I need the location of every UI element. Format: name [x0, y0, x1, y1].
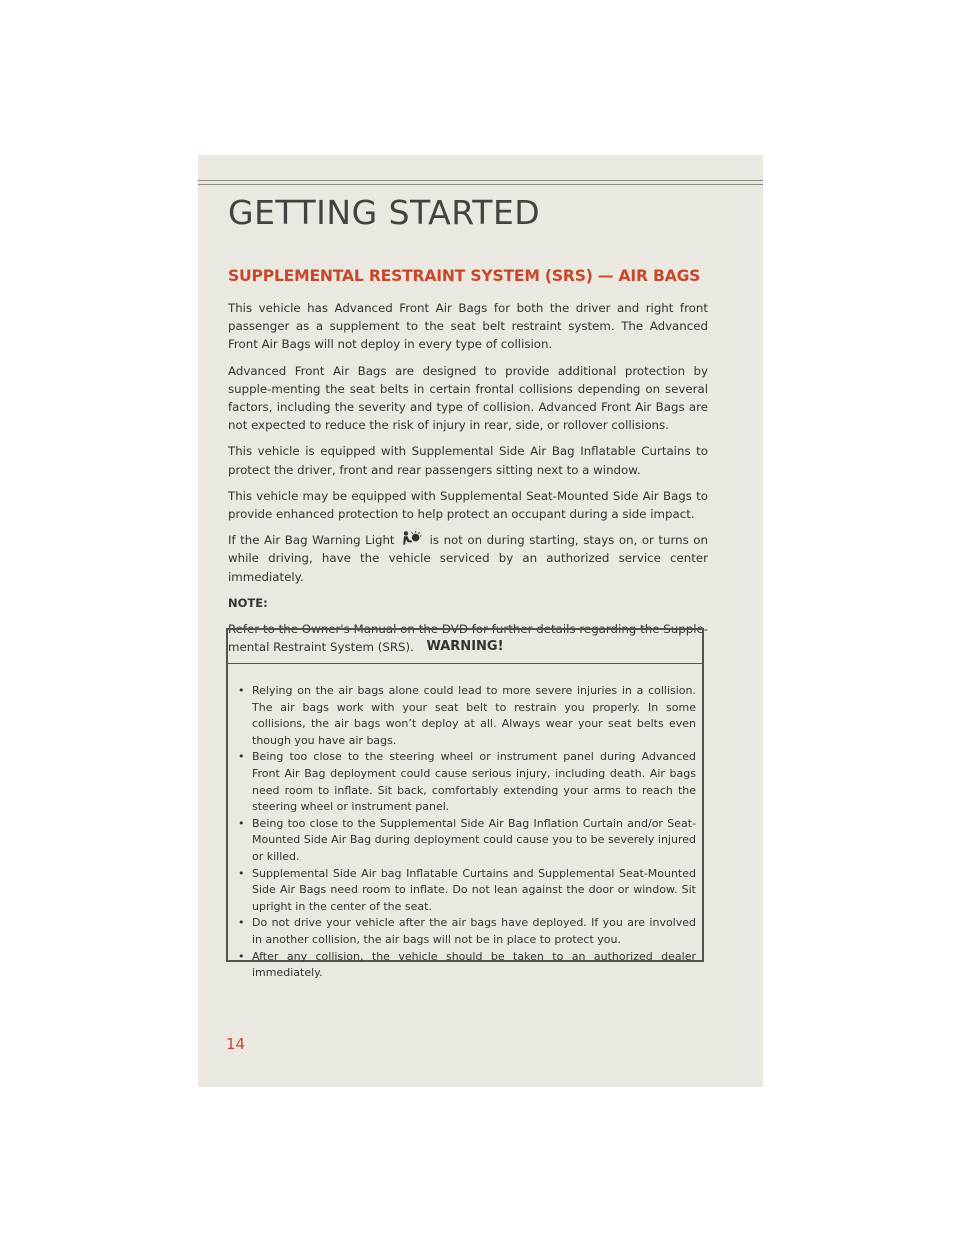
article-body — [228, 299, 708, 656]
paragraph: This vehicle may be equipped with Supplemental Seat-Mounted Side Air Bags to provide enhanced protection to help protect an occupant during a side impact. — [228, 488, 708, 522]
bullet-icon: • — [238, 684, 245, 697]
warning-light-text-before: If the Air Bag Warning Light — [228, 533, 395, 548]
warning-item-text: After any collision, the vehicle should be taken to an authorized dealer immediately. — [252, 949, 696, 980]
airbag-warning-icon — [401, 531, 423, 545]
warning-light-text-after: is not on during starting, stays on, or turns on while driving, have the vehicle serviced by an authorized service center immediately. — [228, 533, 709, 584]
warning-light-paragraph — [228, 531, 708, 586]
warning-item-text: Supplemental Side Air bag Inflatable Curtains and Supplemental Seat-Mounted Side Air Bags need room to inflate. Do not lean against the door or window. Sit upright in the center of the seat. — [252, 866, 696, 913]
warning-box — [226, 628, 704, 980]
bullet-icon: • — [238, 949, 245, 963]
note-label: NOTE: — [228, 595, 268, 610]
warning-item — [236, 683, 696, 749]
article-heading: SUPPLEMENTAL RESTRAINT SYSTEM (SRS) — AIR BAGS — [228, 267, 701, 285]
warning-item-text: Being too close to the Supplemental Side Air Bag Inflation Curtain and/or Seat-Mounted Side Air Bag during deployment could cause you to be severely injured or killed. — [252, 816, 696, 863]
bullet-icon: • — [238, 866, 245, 880]
warning-item — [236, 749, 696, 815]
bullet-icon: • — [238, 816, 245, 830]
bullet-icon: • — [238, 916, 245, 930]
page-number: 14 — [226, 1035, 246, 1053]
bullet-icon: • — [238, 750, 245, 764]
note-text: Refer to the Owner's Manual on the DVD for further details regarding the Supple-mental Restraint System (SRS). — [228, 622, 708, 655]
warning-title: WARNING! — [228, 630, 702, 664]
warning-item-text: Being too close to the steering wheel or instrument panel during Advanced Front Air Bag deployment could cause serious injury, including death. Air bags need room to inflate. Sit back, comfortably extending your arms to reach the steering wheel or instrument panel. — [252, 750, 696, 814]
warning-item — [236, 816, 696, 866]
manual-page — [198, 155, 763, 1087]
warning-item — [236, 866, 696, 916]
warning-list — [228, 664, 702, 982]
paragraph: This vehicle has Advanced Front Air Bags for both the driver and right front passenger as a supplement to the seat belt restraint system. The Advanced Front Air Bags will not deploy in every type of collision. — [228, 301, 708, 352]
warning-item-text: Relying on the air bags alone could lead to more severe injuries in a collision. The air bags work with your seat belt to restrain you properly. In some collisions, the air bags won’t deploy at all. Always wear your seat belts even though you have air bags. — [252, 684, 696, 747]
header-rule-top — [198, 180, 763, 181]
warning-item-text: Do not drive your vehicle after the air bags have deployed. If you are involved in another collision, the air bags will not be in place to protect you. — [252, 916, 696, 946]
warning-item — [236, 949, 696, 982]
warning-item — [236, 915, 696, 948]
paragraph: Advanced Front Air Bags are designed to provide additional protection by supple-menting the seat belts in certain frontal collisions depending on several factors, including the severity and type of collision. Advanced Front Air Bags are not expected to reduce the risk of injury in rear, side, or rollover collisions. — [228, 363, 708, 433]
paragraph: This vehicle is equipped with Supplemental Side Air Bag Inflatable Curtains to protect the driver, front and rear passengers sitting next to a window. — [228, 444, 708, 477]
header-rule-bottom — [198, 184, 763, 185]
section-title: GETTING STARTED — [228, 193, 541, 232]
